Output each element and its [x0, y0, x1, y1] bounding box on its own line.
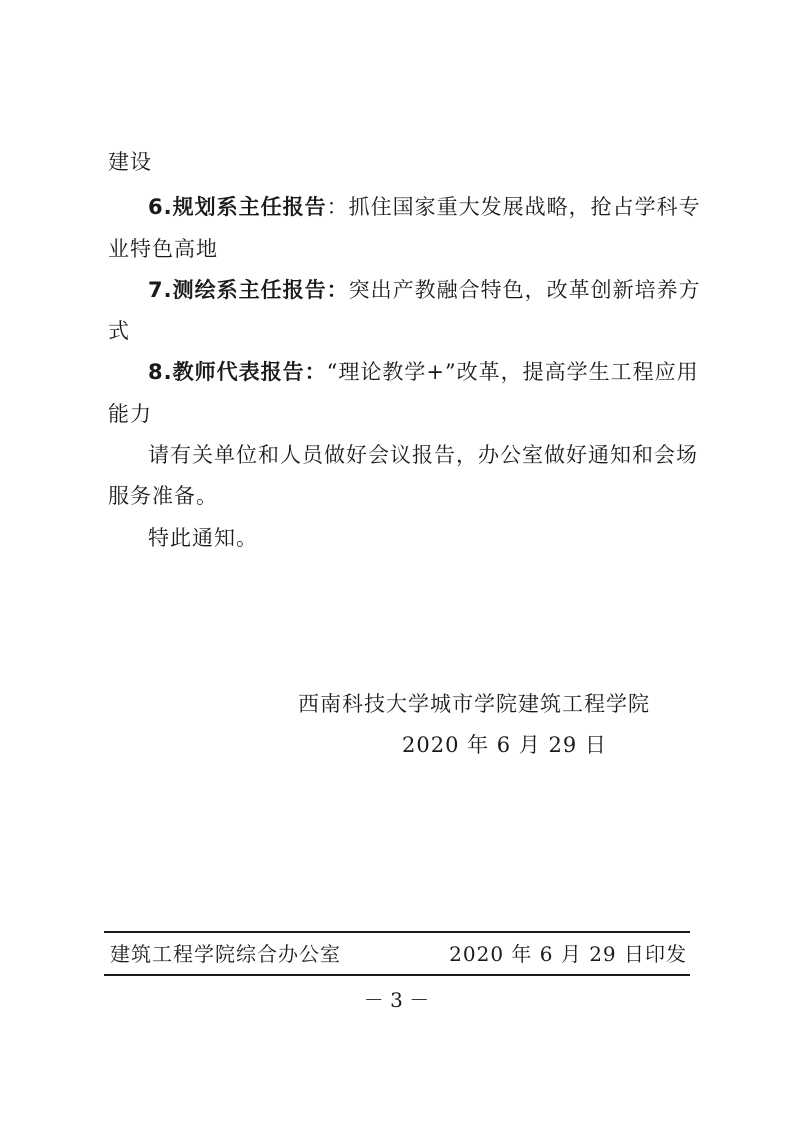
item-6-text: 抓住国家重大发展战略，抢占学科专 [348, 195, 701, 219]
footer-bottom-rule [104, 974, 690, 976]
closing-line: 特此通知。 [148, 526, 258, 550]
item-7-continuation: 式 [108, 319, 130, 343]
item-8-text: “理论教学+”改革，提高学生工程应用 [326, 360, 699, 384]
item-7-line [148, 276, 701, 304]
footer-issuer: 建筑工程学院综合办公室 [110, 942, 341, 966]
item-6-separator: ： [326, 195, 349, 219]
item-7-text: 突出产教融合特色，改革创新培养方 [348, 278, 701, 302]
item-6-line [148, 193, 701, 221]
item-7-heading: 7.测绘系主任报告： [148, 278, 349, 302]
signature-date: 2020 年 6 月 29 日 [402, 733, 607, 757]
continuation-line: 建设 [108, 150, 152, 174]
item-8-heading: 8.教师代表报告： [148, 360, 327, 384]
footer-top-rule [104, 931, 690, 933]
footer-issue-date: 2020 年 6 月 29 日印发 [449, 942, 687, 966]
item-8-continuation: 能力 [108, 402, 152, 426]
signature-organization: 西南科技大学城市学院建筑工程学院 [298, 692, 650, 716]
item-8-line [148, 358, 699, 386]
item-6-continuation: 业特色高地 [108, 237, 218, 261]
request-line-2: 服务准备。 [108, 484, 218, 508]
item-6-heading: 6.规划系主任报告 [148, 195, 327, 219]
request-line-1: 请有关单位和人员做好会议报告，办公室做好通知和会场 [148, 443, 698, 467]
page-number: － 3 － [363, 988, 430, 1012]
